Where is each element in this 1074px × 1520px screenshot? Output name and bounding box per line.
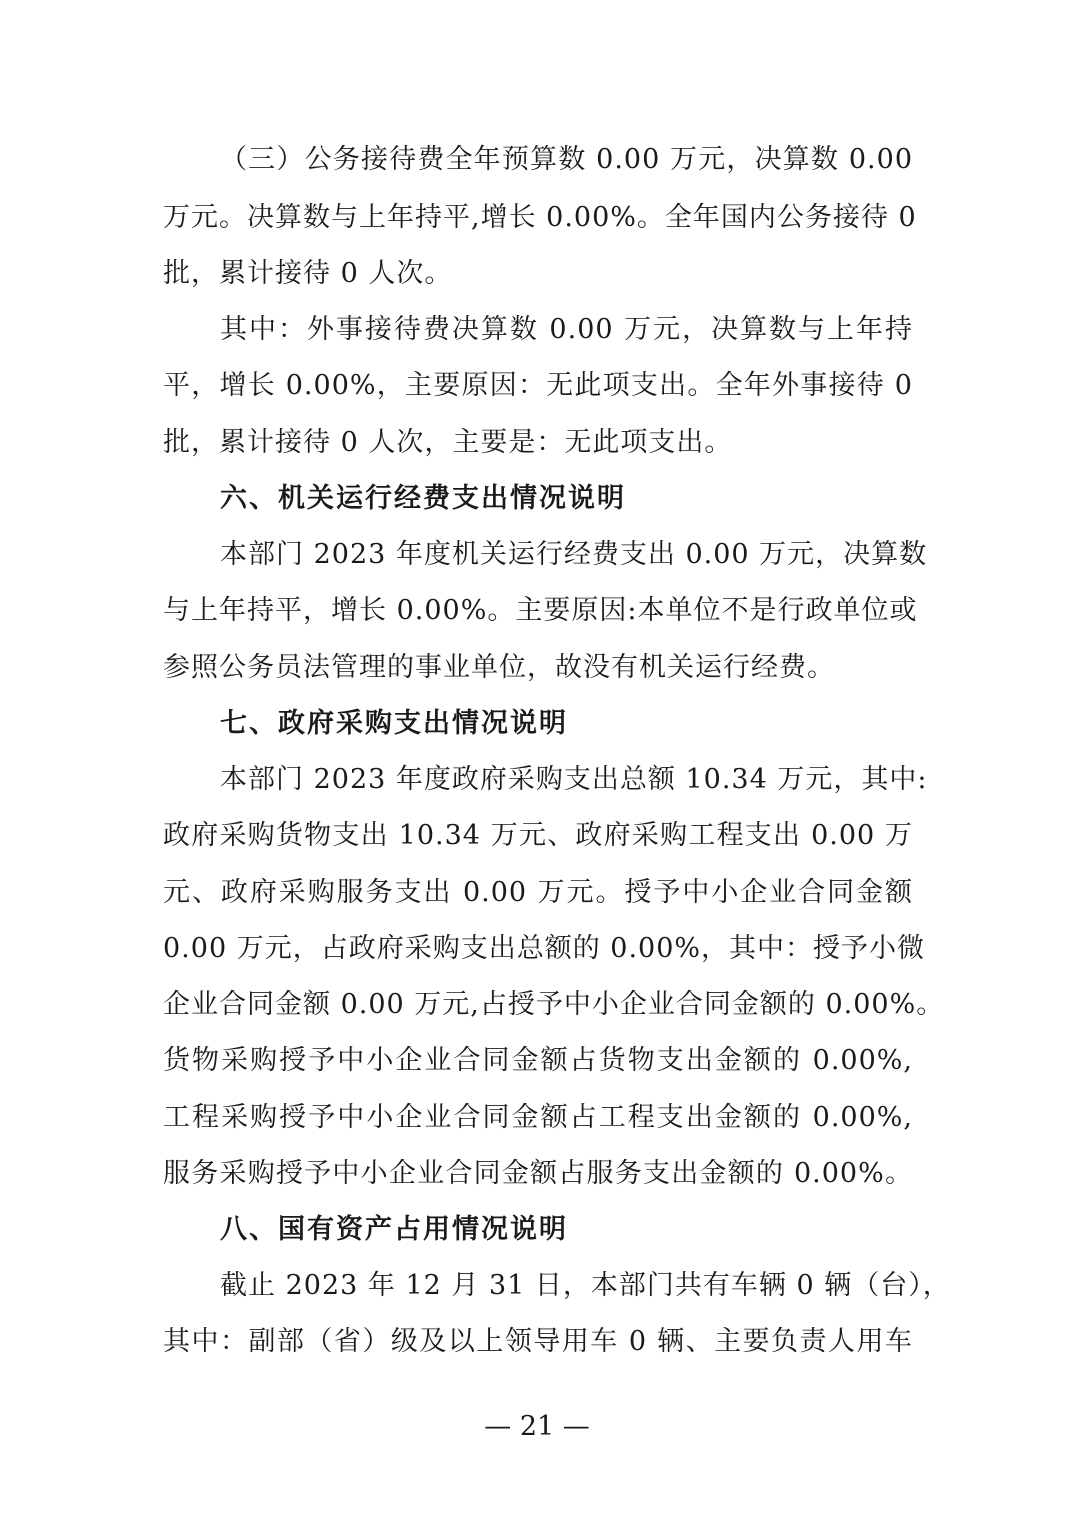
paragraph-assets-line-1: 截止 2023 年 12 月 31 日，本部门共有车辆 0 辆（台），	[220, 1270, 951, 1301]
section-heading-seven: 七、政府采购支出情况说明	[220, 708, 568, 739]
paragraph-procurement-line-3: 元、政府采购服务支出 0.00 万元。授予中小企业合同金额	[163, 877, 913, 908]
section-heading-eight: 八、国有资产占用情况说明	[220, 1214, 568, 1245]
paragraph-reception-line-1: （三）公务接待费全年预算数 0.00 万元，决算数 0.00	[220, 144, 913, 175]
paragraph-procurement-line-2: 政府采购货物支出 10.34 万元、政府采购工程支出 0.00 万	[163, 820, 913, 851]
paragraph-procurement-line-4: 0.00 万元，占政府采购支出总额的 0.00%，其中：授予小微	[163, 933, 926, 964]
paragraph-operating-line-2: 与上年持平，增长 0.00%。主要原因:本单位不是行政单位或	[163, 595, 918, 626]
paragraph-foreign-line-2: 平，增长 0.00%，主要原因：无此项支出。全年外事接待 0	[163, 370, 913, 401]
paragraph-operating-line-1: 本部门 2023 年度机关运行经费支出 0.00 万元，决算数	[220, 539, 928, 570]
paragraph-procurement-line-6: 货物采购授予中小企业合同金额占货物支出金额的 0.00%,	[163, 1045, 913, 1076]
paragraph-procurement-line-8: 服务采购授予中小企业合同金额占服务支出金额的 0.00%。	[163, 1158, 913, 1189]
section-heading-six: 六、机关运行经费支出情况说明	[220, 483, 626, 514]
paragraph-reception-line-3: 批，累计接待 0 人次。	[163, 258, 453, 289]
paragraph-foreign-line-1: 其中：外事接待费决算数 0.00 万元，决算数与上年持	[220, 314, 913, 345]
paragraph-procurement-line-1: 本部门 2023 年度政府采购支出总额 10.34 万元，其中:	[220, 764, 928, 795]
paragraph-reception-line-2: 万元。决算数与上年持平,增长 0.00%。全年国内公务接待 0	[163, 202, 917, 233]
paragraph-procurement-line-5: 企业合同金额 0.00 万元,占授予中小企业合同金额的 0.00%。	[163, 989, 945, 1020]
paragraph-procurement-line-7: 工程采购授予中小企业合同金额占工程支出金额的 0.00%,	[163, 1102, 913, 1133]
paragraph-assets-line-2: 其中：副部（省）级及以上领导用车 0 辆、主要负责人用车	[163, 1326, 913, 1357]
paragraph-foreign-line-3: 批，累计接待 0 人次，主要是：无此项支出。	[163, 427, 733, 458]
paragraph-operating-line-3: 参照公务员法管理的事业单位，故没有机关运行经费。	[163, 652, 835, 683]
page-number: — 21 —	[484, 1411, 590, 1442]
